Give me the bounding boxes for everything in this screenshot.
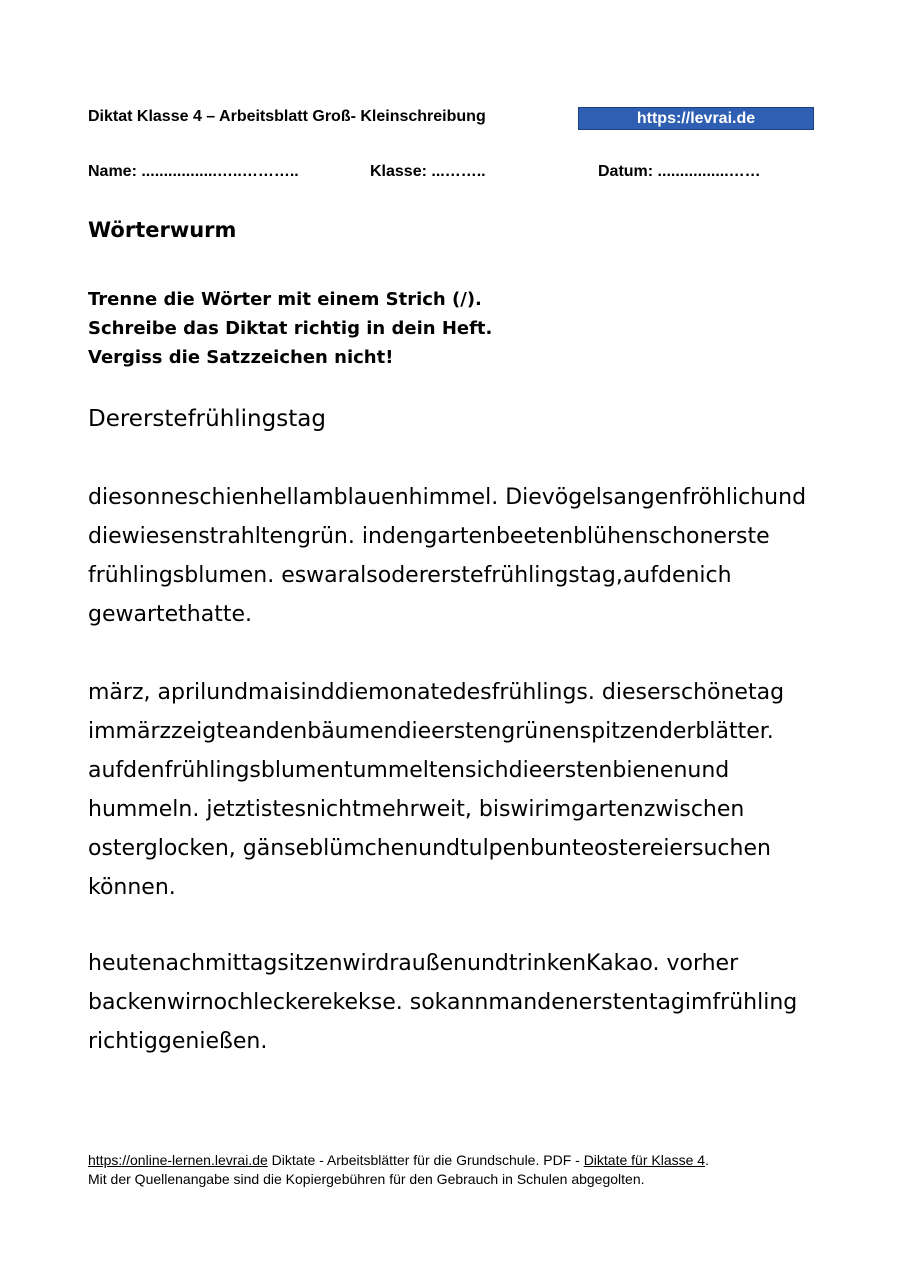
dictation-title: Dererstefrühlingstag [88, 406, 326, 432]
dictation-line: gewartethatte. [88, 602, 253, 627]
footer-period: . [705, 1152, 709, 1168]
dictation-line: frühlingsblumen. eswaralsodererstefrühlingstag,aufdenich [88, 563, 732, 588]
dictation-line: osterglocken, gänseblümchenundtulpenbunteostereiersuchen [88, 836, 771, 861]
site-link-badge[interactable]: https://levrai.de [578, 107, 814, 130]
instruction-line: Vergiss die Satzzeichen nicht! [88, 347, 394, 368]
footer-text: Diktate - Arbeitsblätter für die Grundschule. PDF - [267, 1152, 584, 1168]
dictation-line: backenwirnochleckerekekse. sokannmandenerstentagimfrühling [88, 990, 798, 1015]
footer [88, 1151, 709, 1189]
dictation-line: diewiesenstrahltengrün. indengartenbeetenblühenschonerste [88, 524, 770, 549]
dictation-paragraph-2 [88, 673, 868, 907]
footer-class-link[interactable]: Diktate für Klasse 4 [583, 1152, 706, 1168]
footer-site-link[interactable]: https://online-lernen.levrai.de [88, 1152, 268, 1168]
dictation-line: aufdenfrühlingsblumentummeltensichdieerstenbienenund [88, 758, 730, 783]
dictation-line: immärzzeigteandenbäumendieerstengrünenspitzenderblätter. [88, 719, 774, 744]
date-field[interactable]: Datum: ................…… [598, 163, 761, 180]
class-field[interactable]: Klasse: ...…….. [370, 163, 486, 180]
dictation-line: diesonneschienhellamblauenhimmel. Dievögelsangenfröhlichund [88, 485, 807, 510]
instructions [88, 285, 492, 372]
dictation-line: können. [88, 875, 176, 900]
dictation-paragraph-3 [88, 944, 868, 1061]
instruction-line: Schreibe das Diktat richtig in dein Heft. [88, 318, 493, 339]
dictation-paragraph-1 [88, 478, 868, 634]
footer-line-2: Mit der Quellenangabe sind die Kopiergebühren für den Gebrauch in Schulen abgegolten. [88, 1171, 645, 1187]
footer-line-1 [88, 1151, 709, 1170]
instruction-line: Trenne die Wörter mit einem Strich (/). [88, 289, 482, 310]
dictation-line: richtiggenießen. [88, 1029, 268, 1054]
dictation-line: hummeln. jetztistesnichtmehrweit, biswirimgartenzwischen [88, 797, 745, 822]
section-title: Wörterwurm [88, 218, 237, 242]
worksheet-header-title: Diktat Klasse 4 – Arbeitsblatt Groß- Kleinschreibung [88, 108, 486, 125]
name-field[interactable]: Name: .................…..……….. [88, 163, 299, 180]
dictation-line: heutenachmittagsitzenwirdraußenundtrinkenKakao. vorher [88, 951, 739, 976]
dictation-line: märz, aprilundmaisinddiemonatedesfrühlings. dieserschönetag [88, 680, 785, 705]
